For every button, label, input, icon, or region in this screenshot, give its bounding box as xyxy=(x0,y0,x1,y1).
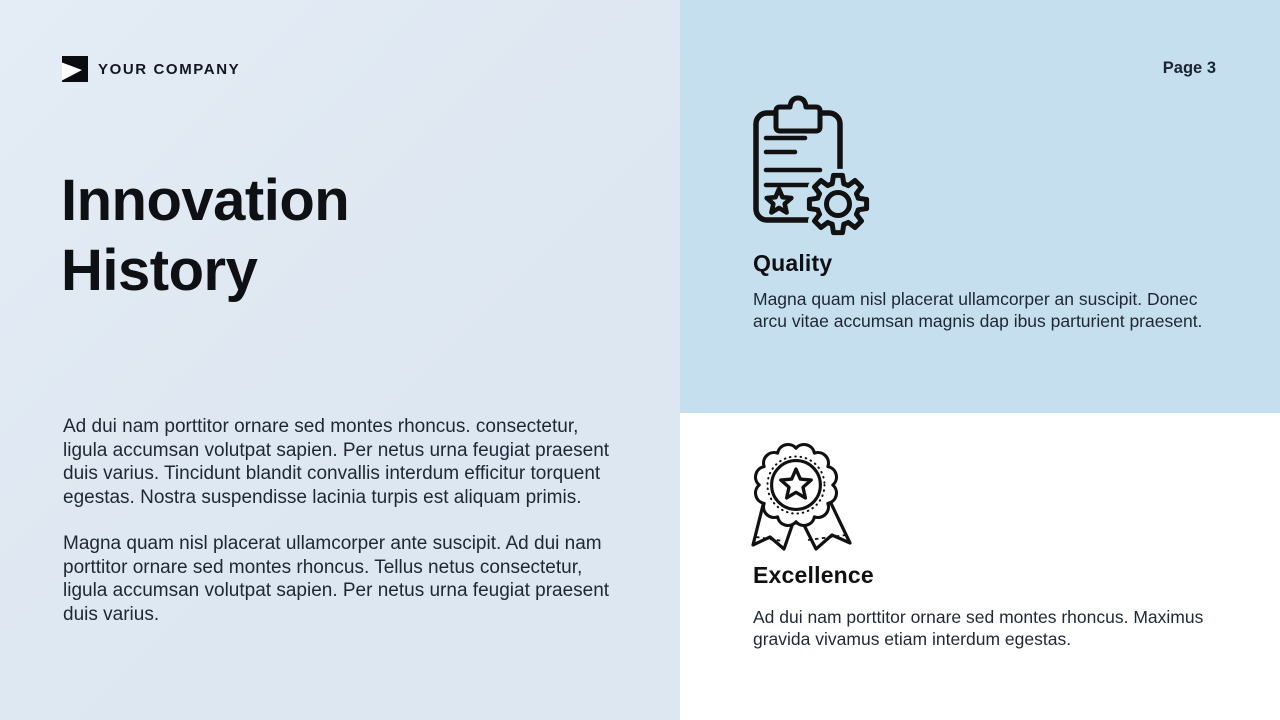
brand xyxy=(62,56,240,82)
quality-description: Magna quam nisl placerat ullamcorper an suscipit. Donec arcu vitae accumsan magnis dap ibus parturient praesent. xyxy=(753,289,1203,331)
excellence-title: Excellence xyxy=(753,562,874,588)
quality-title: Quality xyxy=(753,250,833,276)
intro-text-block xyxy=(63,415,619,626)
intro-paragraph-2: Magna quam nisl placerat ullamcorper ante suscipit. Ad dui nam porttitor ornare sed montes rhoncus. Tellus netus consectetur, ligula accumsan volutpat sapien. Per netus urna feugiat praesent duis varius. xyxy=(63,533,610,625)
intro-paragraph-1: Ad dui nam porttitor ornare sed montes rhoncus. consectetur, ligula accumsan volutpat sapien. Per netus urna feugiat praesent duis varius. Tincidunt blandit convallis interdum efficitur torquent egestas. Nostra suspendisse lacinia turpis est aliquam primis. xyxy=(63,416,610,508)
clipboard-gear-icon xyxy=(750,94,872,236)
company-logo-icon xyxy=(62,56,88,82)
award-ribbon-icon xyxy=(740,432,856,556)
brand-name: YOUR COMPANY xyxy=(98,60,241,78)
page-indicator: Page 3 xyxy=(1162,59,1216,77)
excellence-description: Ad dui nam porttitor ornare sed montes rhoncus. Maximus gravida vivamus etiam interdum egestas. xyxy=(753,607,1204,649)
page-title: Innovation History xyxy=(61,168,350,303)
